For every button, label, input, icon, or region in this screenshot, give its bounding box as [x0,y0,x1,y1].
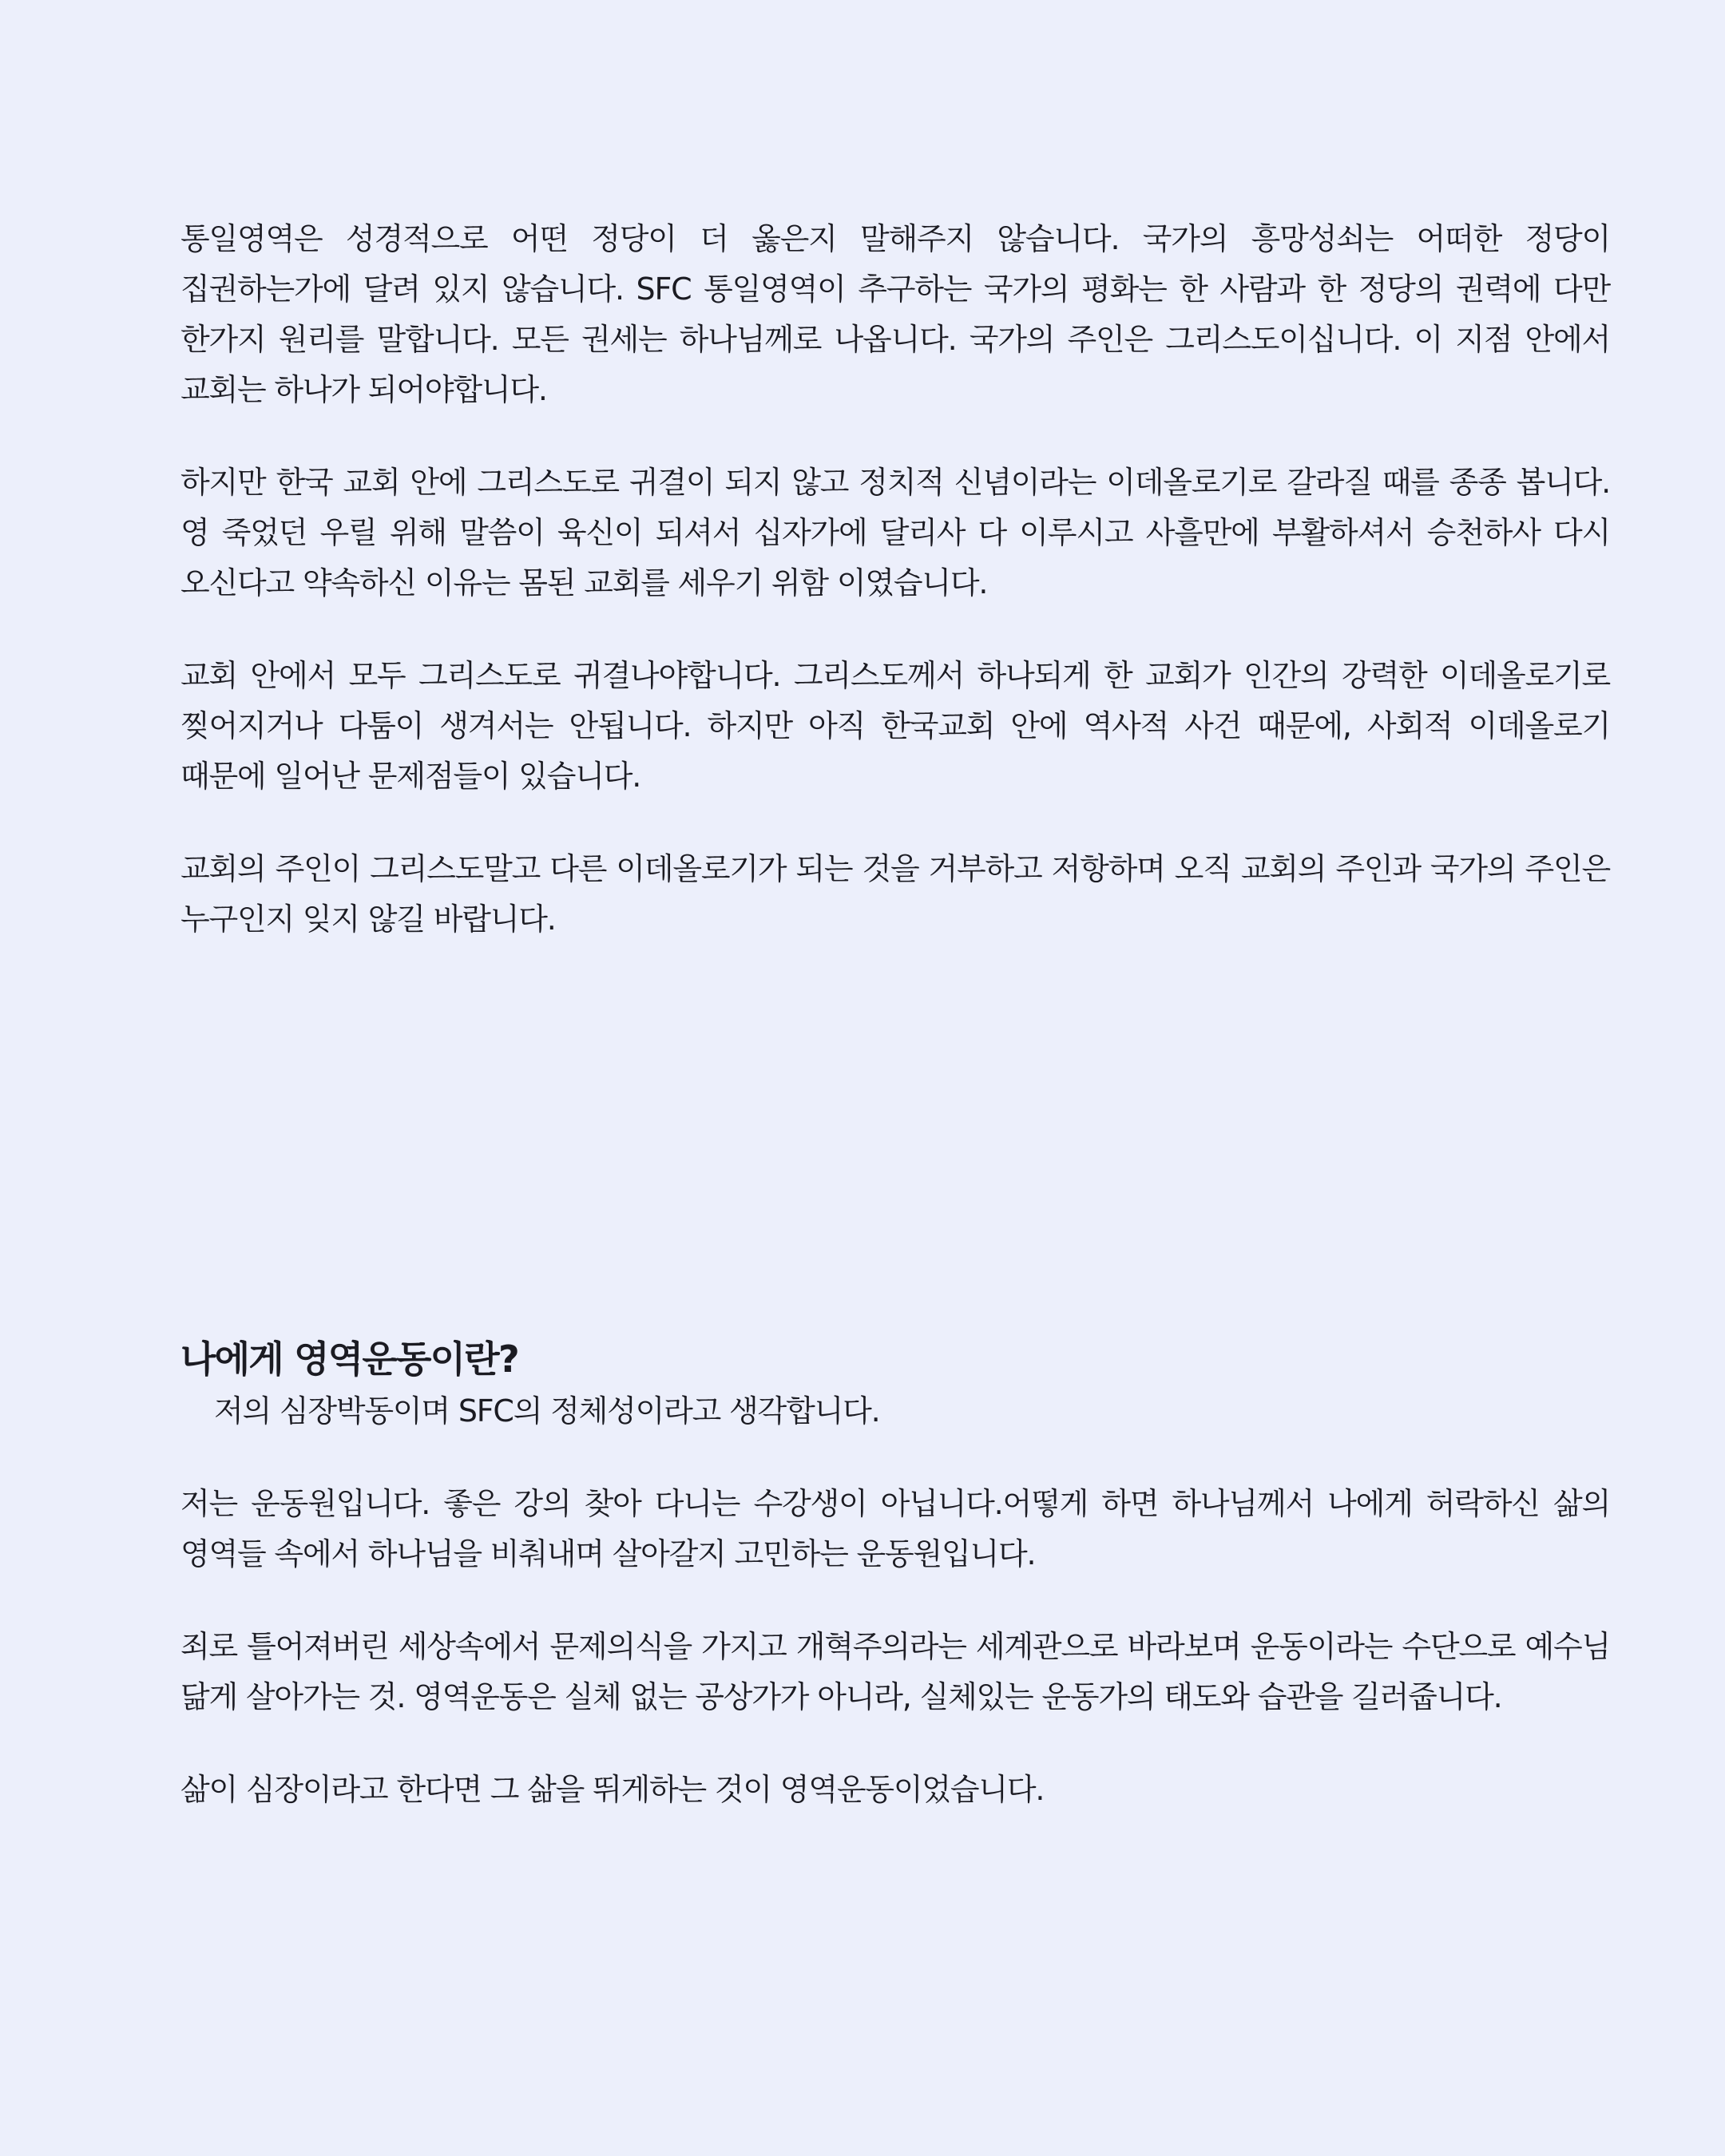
paragraph: 죄로 틀어져버린 세상속에서 문제의식을 가지고 개혁주의라는 세계관으로 바라보며 운동이라는 수단으로 예수님 닮게 살아가는 것. 영역운동은 실체 없는 공상가가 아니라, 실체있는 운동가의 태도와 습관을 길러줍니다. [180,1629,1610,1714]
paragraph: 통일영역은 성경적으로 어떤 정당이 더 옳은지 말해주지 않습니다. 국가의 흥망성쇠는 어떠한 정당이 집권하는가에 달려 있지 않습니다. SFC 통일영역이 추구하는 국가의 평화는 한 사람과 한 정당의 권력에 다만 한가지 원리를 말합니다. 모든 권세는 하나님께로 나옵니다. 국가의 주인은 그리스도이십니다. 이 지점 안에서 교회는 하나가 되어야합니다. [180,221,1610,407]
section-heading: 나에게 영역운동이란? [180,1338,518,1381]
article-section-movement [180,1332,1610,1857]
article-section-unification [180,214,1610,987]
paragraph: 하지만 한국 교회 안에 그리스도로 귀결이 되지 않고 정치적 신념이라는 이데올로기로 갈라질 때를 종종 봅니다. 영 죽었던 우릴 위해 말씀이 육신이 되셔서 십자가에 달리사 다 이루시고 사흘만에 부활하셔서 승천하사 다시 오신다고 약속하신 이유는 몸된 교회를 세우기 위함 이였습니다. [180,465,1610,600]
paragraph: 교회의 주인이 그리스도말고 다른 이데올로기가 되는 것을 거부하고 저항하며 오직 교회의 주인과 국가의 주인은 누구인지 잊지 않길 바랍니다. [180,851,1610,937]
paragraph: 삶이 심장이라고 한다면 그 삶을 뛰게하는 것이 영역운동이었습니다. [180,1772,1045,1807]
paragraph: 교회 안에서 모두 그리스도로 귀결나야합니다. 그리스도께서 하나되게 한 교회가 인간의 강력한 이데올로기로 찢어지거나 다툼이 생겨서는 안됩니다. 하지만 아직 한국교회 안에 역사적 사건 때문에, 사회적 이데올로기 때문에 일어난 문제점들이 있습니다. [180,658,1610,794]
paragraph: 저는 운동원입니다. 좋은 강의 찾아 다니는 수강생이 아닙니다.어떻게 하면 하나님께서 나에게 허락하신 삶의 영역들 속에서 하나님을 비춰내며 살아갈지 고민하는 운동원입니다. [180,1486,1610,1571]
lead-paragraph: 저의 심장박동이며 SFC의 정체성이라고 생각합니다. [214,1393,880,1429]
